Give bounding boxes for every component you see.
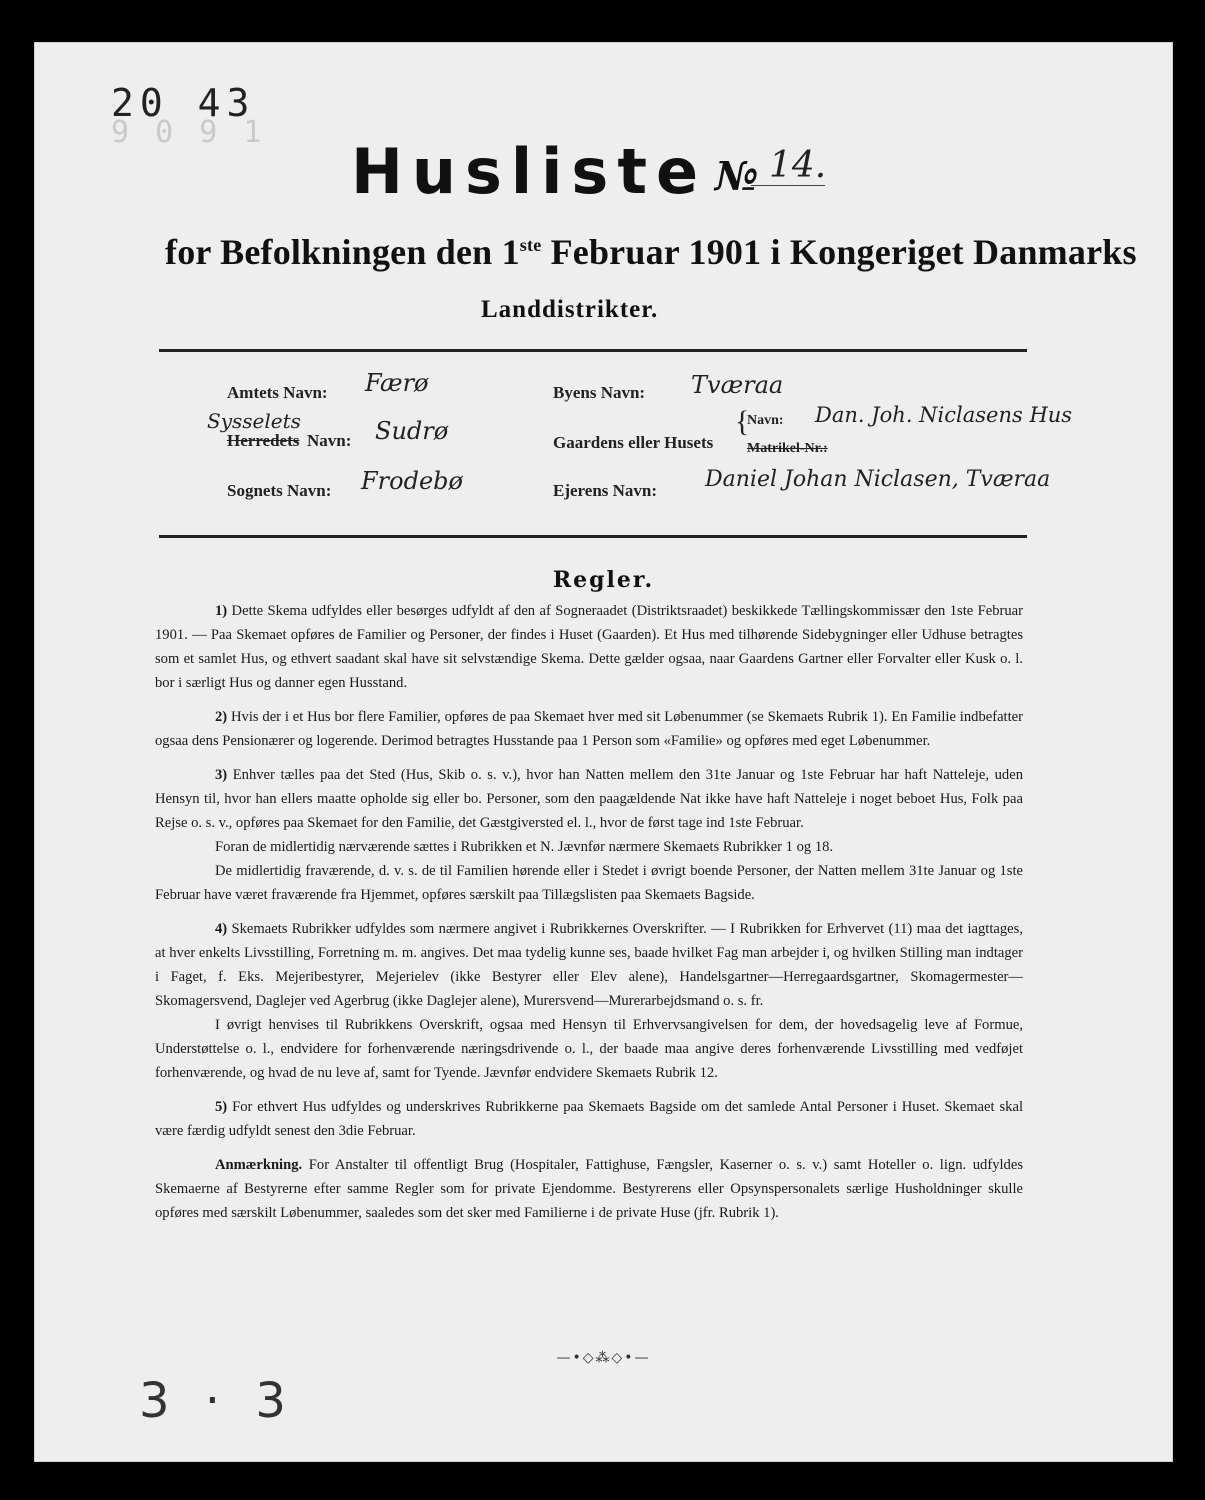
gaard-navn-label: Navn: bbox=[747, 413, 784, 428]
rule-1: 1) Dette Skema udfyldes eller besørges udfyldt af den af Sogneraadet (Distriktsraadet) beskikkede Tællingskommissær den 1ste Februar 1901. — Paa Skemaet opføres de Familier og Personer, der findes i Huset (Gaarden). Et Hus med tilhørende Sidebygninger eller Udhuse betragtes som et samlet Hus, og ethvert saadant skal have sit selvstændige Skema. Dette gælder ogsaa, naar Gaardens Gartner eller Forvalter eller Kusk o. l. bor i særligt Hus og danner egen Husstand. bbox=[155, 603, 1023, 691]
form-title: Husliste bbox=[351, 135, 708, 208]
herred-handwritten-correction: Sysselets bbox=[207, 409, 301, 433]
rule-4b: I øvrigt henvises til Rubrikkens Overskrift, ogsaa med Hensyn til Erhvervsangivelsen for dem, der hovedsagelig leve af Formue, Understøttelse o. l., endvidere for forhenværende næringsdrivende o. l., der baade maa angive deres forhenværende Livsstilling med vedføjet forhenværende, og hvad de nu leve af, samt for Tyende. Jævnfør endvidere Skemaets Rubrik 12. bbox=[155, 1017, 1023, 1081]
by-value: Tværaa bbox=[691, 371, 784, 399]
by-label: Byens Navn: bbox=[553, 383, 646, 402]
matrikel-label-struck: Matrikel-Nr.: bbox=[747, 441, 828, 456]
archive-stamp-number: 20 43 bbox=[111, 81, 256, 125]
form-subtitle: for Befolkningen den 1ste Februar 1901 i Kongeriget Danmarks bbox=[165, 232, 1137, 272]
list-number: 14. bbox=[769, 145, 827, 186]
rule-2: 2) Hvis der i et Hus bor flere Familier, opføres de paa Skemaet hver med sit Løbenummer (se Skemaets Rubrik 1). En Familie indbefatter ogsaa dens Pensionærer og logerende. Derimod betragtes Husstande paa 1 Person som «Familie» og opføres med eget Løbenummer. bbox=[155, 709, 1023, 749]
gaard-label: Gaardens eller Husets bbox=[553, 433, 714, 452]
brace-icon: { bbox=[735, 405, 750, 438]
sogn-label: Sognets Navn: bbox=[227, 481, 332, 500]
rule-3c: De midlertidig fraværende, d. v. s. de til Familien hørende eller i Stedet i øvrigt boende Personer, der Natten mellem 31te Januar og 1ste Februar have været fraværende fra Hjemmet, opføres særskilt paa Tillægslisten paa Skemaets Bagside. bbox=[155, 863, 1023, 903]
form-subtitle-district: Landdistrikter. bbox=[481, 296, 659, 323]
bottom-divider bbox=[159, 535, 1027, 538]
census-form-page bbox=[34, 42, 1173, 1462]
number-underline bbox=[751, 185, 825, 186]
herred-label: Navn: bbox=[307, 431, 352, 450]
archive-stamp-ghost: 9 0 9 1 bbox=[111, 115, 266, 150]
herred-value: Sudrø bbox=[375, 417, 449, 445]
rules-body bbox=[155, 599, 1023, 1235]
number-sign: № bbox=[715, 153, 759, 200]
amt-value: Færø bbox=[365, 369, 429, 397]
rule-4: 4) Skemaets Rubrikker udfyldes som nærmere angivet i Rubrikkernes Overskrifter. — I Rubrikken for Erhvervet (11) maa det iagttages, at hver enkelts Livsstilling, Forretning m. m. angives. Det maa tydelig kunne ses, baade hvilket Fag man arbejder i, og hvilken Stilling man indtager i Faget, f. Eks. Mejeribestyrer, Mejerielev (ikke Bestyrer eller Elev alene), Handelsgartner—Herregaardsgartner, Skomagermester—Skomagersvend, Daglejer ved Agerbrug (ikke Daglejer alene), Murersvend—Murerarbejdsmand o. s. fr. bbox=[155, 921, 1023, 1009]
gaard-navn-value: Dan. Joh. Niclasens Hus bbox=[815, 403, 1073, 427]
rule-3: 3) Enhver tælles paa det Sted (Hus, Skib o. s. v.), hvor han Natten mellem den 31te Januar og 1ste Februar har haft Natteleje, uden Hensyn til, hvor han ellers maatte opholde sig eller bo. Personer, som den paagældende Nat ikke have haft Natteleje i noget beboet Hus, Folk paa Rejse o. s. v., opføres paa Skemaet for den Familie, det Gæstgiversted el. l., hvor de først tage ind 1ste Februar. bbox=[155, 767, 1023, 831]
sogn-value: Frodebø bbox=[361, 467, 463, 495]
herred-label-struck: Herredets bbox=[227, 431, 300, 450]
rules-heading: Regler. bbox=[552, 567, 655, 593]
top-divider bbox=[159, 349, 1027, 352]
ejer-label: Ejerens Navn: bbox=[553, 481, 658, 500]
rule-3b: Foran de midlertidig nærværende sættes i Rubrikken et N. Jævnfør nærmere Skemaets Rubrikker 1 og 18. bbox=[215, 839, 834, 855]
rule-note: Anmærkning. For Anstalter til offentligt Brug (Hospitaler, Fattighuse, Fængsler, Kaserner o. s. v.) samt Hoteller o. lign. udfyldes Skemaerne af Bestyrerne efter samme Regler som for private Ejendomme. Bestyrerens eller Opsynspersonalets særlige Husholdninger skulle opføres med særskilt Løbenummer, saaledes som det sker med Familierne i de private Huse (jfr. Rubrik 1). bbox=[155, 1157, 1023, 1221]
amt-label: Amtets Navn: bbox=[227, 383, 328, 402]
ornament-divider: —•◇⁂◇•— bbox=[556, 1350, 651, 1366]
rule-5: 5) For ethvert Hus udfyldes og underskrives Rubrikkerne paa Skemaets Bagside om det samlede Antal Personer i Huset. Skemaet skal være færdig udfyldt senest den 3die Februar. bbox=[155, 1099, 1023, 1139]
ejer-value: Daniel Johan Niclasen, Tværaa bbox=[705, 467, 1051, 492]
pencil-annotation: 3 · 3 bbox=[139, 1373, 296, 1429]
